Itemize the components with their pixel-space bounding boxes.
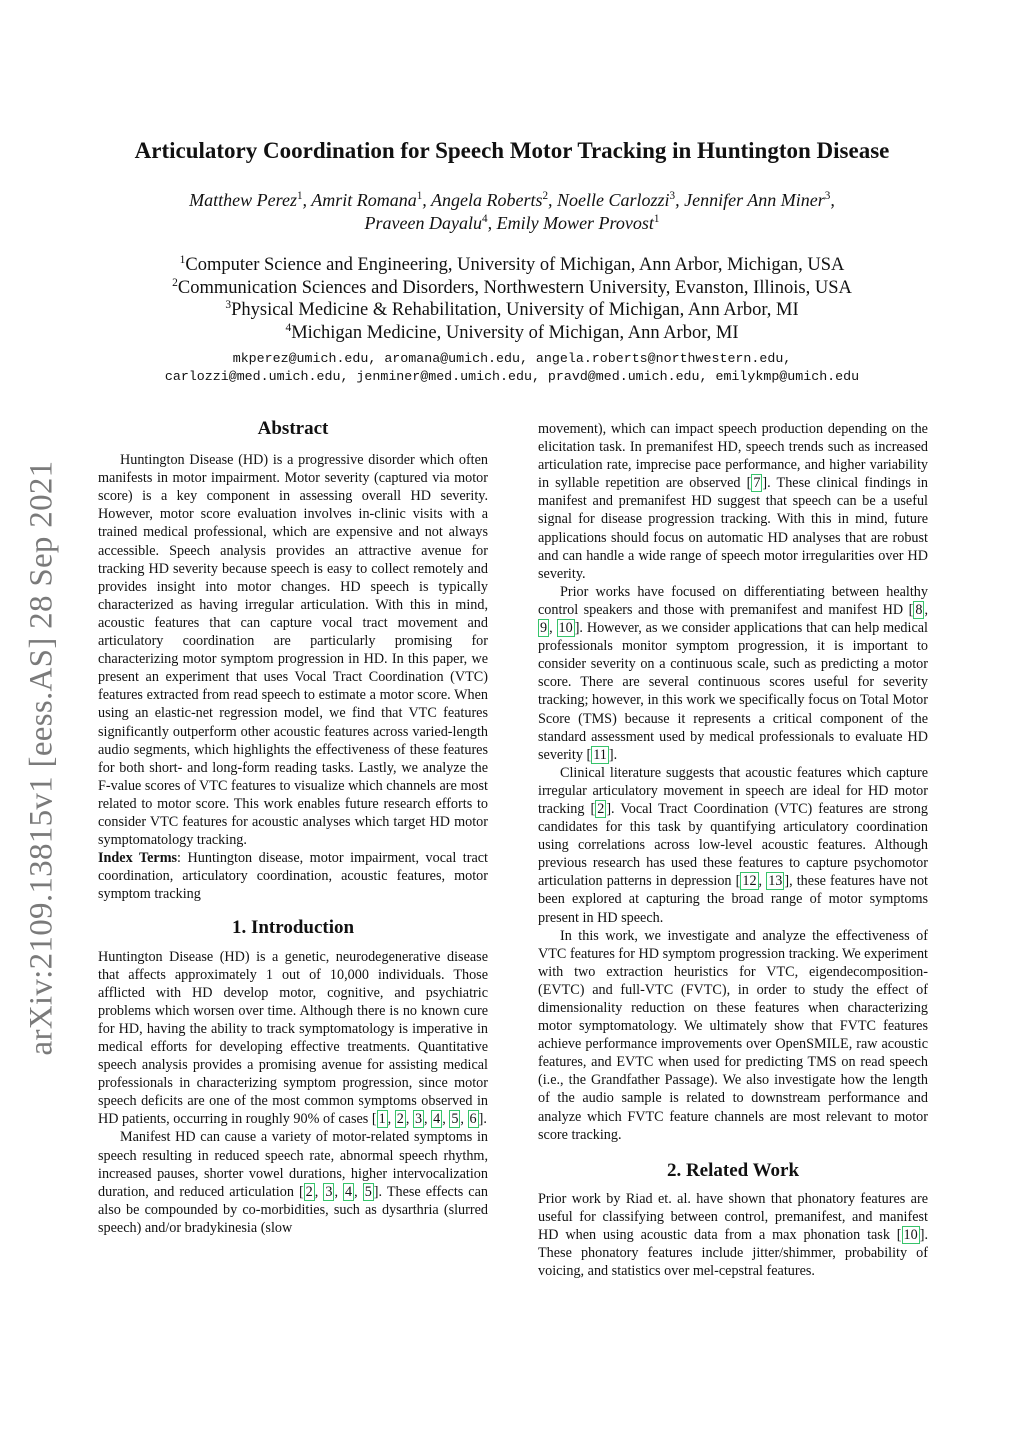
paragraph-text: movement), which can impact speech production depending on the elicitation task. In premanifest HD, speech trends such as increased articulation rate, imprecise pace performance, and higher variability in syllable repetition are observed [ — [538, 421, 928, 492]
paragraph-text: ]. Vocal Tract Coordination (VTC) features are strong candidates for this task by quantifying articulatory coordination using correlations across low-level acoustic features. Although previous research has used these features to capture psychomotor articulation patterns in depression [ — [538, 800, 928, 890]
citation-link[interactable]: 12 — [742, 873, 757, 890]
abstract-body: Huntington Disease (HD) is a progressive disorder which often manifests in motor impairment. Motor severity (captured via motor score) is a key component in assessing overall HD severity. However, motor score evaluation involves in-clinic visits with a trained medical professional, which are expensive and not always accessible. Speech analysis provides an attractive avenue for tracking HD severity because speech is easy to collect remotely and provides insight into motor changes. HD speech is typically characterized as having irregular articulation. With this in mind, acoustic features that can capture vocal tract movement and articulatory coordination are particularly promising for characterizing motor symptom progression in HD. In this paper, we present an experiment that uses Vocal Tract Coordination (VTC) features extracted from read speech to estimate a motor score. When using an elastic-net regression model, we find that VTC features significantly outperform other acoustic features across varied-length audio segments, which highlights the effectiveness of these features for both short- and long-form reading tasks. Lastly, we analyze the F-value scores of VTC features to visualize which channels are most related to motor score. This work enables future research efforts to consider VTC features for acoustic analyses which target HD motor symptomatology tracking. — [98, 452, 488, 849]
affiliation-sup: 2 — [172, 276, 178, 289]
index-terms-text: : Huntington disease, motor impairment, vocal tract coordination, articulatory coordination, acoustic features, motor symptom tracking — [98, 850, 488, 903]
citation-link[interactable]: 11 — [593, 746, 607, 763]
author: , Emily Mower Provost — [487, 213, 654, 233]
abstract-heading: Abstract — [257, 418, 329, 439]
affiliation-text: Physical Medicine & Rehabilitation, University of Michigan, Ann Arbor, MI — [231, 300, 799, 320]
email-line: carlozzi@med.umich.edu, jenminer@med.umich.edu, pravd@med.umich.edu, emilykmp@umich.edu — [164, 369, 860, 384]
index-terms-label: Index Terms — [98, 850, 178, 867]
paragraph-text: ]. These phonatory features include jitter/shimmer, probability of voicing, and statistics over mel-cepstral features. — [538, 1227, 928, 1280]
author-affil-sup: 3 — [669, 190, 676, 202]
affiliation-text: Michigan Medicine, University of Michigan, Ann Arbor, MI — [291, 322, 739, 343]
arxiv-identifier — [12, 438, 72, 1078]
citation-link[interactable]: 7 — [753, 475, 761, 492]
introduction-heading: 1. Introduction — [231, 917, 355, 939]
citation-link[interactable]: 1 — [378, 1111, 386, 1128]
author-affil-sup: 3 — [824, 190, 831, 202]
author: , Angela Roberts — [422, 190, 543, 210]
paragraph-text: Clinical literature suggests that acoustic features which capture irregular articulatory movement in speech are ideal for HD motor tracking [ — [538, 764, 928, 817]
affiliation — [60, 322, 964, 345]
affiliation — [60, 254, 964, 277]
paragraph-text: ]. These effects can also be compounded by co-morbidities, such as dysarthria (slurred speech) and/or bradykinesia (slow — [98, 1183, 488, 1236]
intro-paragraph: Clinical literature suggests that acoustic features which capture irregular articulatory movement in speech are ideal for HD motor tracking [ 2 ]. Vocal Tract Coordination (VTC) features are strong candidates for this task by quantifying articulatory coordination using correlations across low-level acoustic features. Although previous research has used these features to capture psychomotor articulation patterns in depression [ 12 , 13 ], these features have not been explored at capturing the broad range of motor symptoms present in HD speech. — [538, 764, 928, 926]
author: , Noelle Carlozzi — [548, 190, 670, 210]
citation-link[interactable]: 9 — [540, 620, 548, 637]
citation-link[interactable]: 5 — [364, 1183, 372, 1200]
left-column — [98, 414, 488, 1237]
affiliation-sup: 1 — [179, 253, 186, 266]
paragraph-text: ]. — [478, 1111, 487, 1128]
affiliation — [60, 299, 964, 322]
citation-link[interactable]: 10 — [903, 1227, 918, 1244]
arxiv-id-text: arXiv:2109.13815v1 [eess.AS] 28 Sep 2021 — [23, 460, 60, 1056]
paragraph-text: Prior works have focused on differentiating between healthy control speakers and those with premanifest and manifest HD [ — [538, 583, 928, 618]
paragraph-text: Manifest HD can cause a variety of motor-related symptoms in speech resulting in reduced speech rate, abnormal speech rhythm, increased pauses, shorter vowel durations, higher intervocalization duration, and reduced articulation [ — [98, 1129, 488, 1200]
paper-title: Articulatory Coordination for Speech Motor Tracking in Huntington Disease — [134, 138, 890, 163]
citation-link[interactable]: 3 — [414, 1111, 423, 1128]
author: , Jennifer Ann Miner — [675, 190, 825, 210]
right-column — [538, 420, 928, 1280]
affiliation-text: Communication Sciences and Disorders, Northwestern University, Evanston, Illinois, USA — [177, 277, 852, 298]
citation-link[interactable]: 6 — [469, 1111, 477, 1128]
author-affil-sup: 1 — [653, 213, 660, 225]
author-list — [100, 189, 924, 235]
citation-link[interactable]: 8 — [915, 601, 923, 618]
author-affil-sup: 1 — [416, 190, 423, 202]
citation-link[interactable]: 5 — [451, 1111, 459, 1128]
citation-link[interactable]: 3 — [325, 1183, 333, 1200]
related-work-paragraph — [538, 1190, 928, 1280]
citation-link[interactable]: 4 — [345, 1183, 353, 1200]
affiliation-text: Computer Science and Engineering, University of Michigan, Ann Arbor, Michigan, USA — [185, 255, 845, 275]
citation-link[interactable]: 13 — [768, 873, 783, 890]
email-list — [60, 350, 964, 386]
paragraph-text: ], these features have not been explored at capturing the broad range of motor symptoms present in HD speech. — [538, 873, 928, 926]
affiliation-sup: 3 — [225, 298, 232, 311]
author-affil-sup: 1 — [296, 190, 303, 202]
citation-link[interactable]: 10 — [558, 620, 573, 637]
author-separator: , — [830, 190, 835, 210]
paragraph-text: ]. — [608, 746, 618, 763]
affiliation-list — [60, 254, 964, 344]
author: Praveen Dayalu — [364, 213, 482, 233]
paragraph-text: ]. However, as we consider applications that can help medical professionals monitor symptom progression, it is important to consider severity on a continuous scale, such as predicting a motor score. There are several continuous scores useful for severity tracking; however, in this work we specifically focus on Total Motor Score (TMS) because it represents a critical component of the standard assessment used by medical professionals to evaluate HD severity [ — [538, 620, 928, 763]
affiliation — [60, 277, 964, 300]
citation-link[interactable]: 2 — [597, 800, 605, 817]
intro-paragraph: In this work, we investigate and analyze the effectiveness of VTC features for HD symptom progression tracking. We experiment with two extraction heuristics for VTC, eigendecomposition- (EVTC) and full-VTC (FVTC), in order to study the effect of dimensionality reduction on these features when characterizing motor symptomatology. We ultimately show that FVTC features achieve performance improvements over OpenSMILE, raw acoustic features, and EVTC when used for predicting TMS on read speech (i.e., the Grandfather Passage). We also investigate how the length of the audio sample is related to downstream performance and analyze which FVTC feature channels are most relevant to motor score tracking. — [538, 927, 928, 1143]
index-terms — [98, 849, 488, 903]
paragraph-text: Huntington Disease (HD) is a genetic, neurodegenerative disease that affects approximately 1 out of 10,000 individuals. Those afflicted with HD develop motor, cognitive, and psychiatric problems which worsen over time. Although there is no known cure for HD, having the ability to track symptomatology is imperative in medical efforts for developing effective treatments. Quantitative speech analysis provides a promising avenue for assisting medical professionals in characterizing symptom progression, since motor speech deficits are one of the most common symptoms observed in HD patients, occurring in roughly 90% of cases [ — [98, 948, 488, 1128]
intro-paragraph: Manifest HD can cause a variety of motor-related symptoms in speech resulting in reduced speech rate, abnormal speech rhythm, increased pauses, shorter vowel durations, higher intervocalization duration, and reduced articulation [ 2 , 3 , 4 , 5 ]. These effects can also be compounded by co-morbidities, such as dysarthria (slurred speech) and/or bradykinesia (slow — [98, 1129, 488, 1236]
email-line: mkperez@umich.edu, aromana@umich.edu, angela.roberts@northwestern.edu, — [232, 351, 792, 366]
affiliation-sup: 4 — [285, 321, 292, 334]
related-work-heading: 2. Related Work — [666, 1159, 800, 1181]
citation-link[interactable]: 2 — [305, 1183, 313, 1200]
author: , Amrit Romana — [302, 190, 417, 210]
author-affil-sup: 2 — [542, 190, 549, 202]
intro-paragraph: Huntington Disease (HD) is a genetic, neurodegenerative disease that affects approximately 1 out of 10,000 individuals. Those afflicted with HD develop motor, cognitive, and psychiatric problems which worsen over time. Although there is no known cure for HD, having the ability to track symptomatology is imperative in medical efforts for developing effective treatments. Quantitative speech analysis provides a promising avenue for assisting medical professionals in characterizing symptom progression, since motor speech deficits are one of the most common symptoms observed in HD patients, occurring in roughly 90% of cases [ 1 , 2 , 3 , 4 , 5 , 6 ]. — [98, 948, 488, 1128]
paragraph-text: ]. These clinical findings in manifest and premanifest HD suggest that speech can be a useful signal for disease progression tracking. With this in mind, future applications should focus on automatic HD analyses that are robust and can handle a wide range of speech motor irregularities over HD severity. — [538, 475, 928, 582]
paragraph-text: Prior work by Riad et. al. have shown that phonatory features are useful for classifying between control, premanifest, and manifest HD when using acoustic data from a max phonation task [ — [538, 1190, 928, 1244]
author-affil-sup: 4 — [482, 213, 488, 225]
intro-paragraph — [538, 420, 928, 583]
intro-paragraph: Prior works have focused on differentiating between healthy control speakers and those with premanifest and manifest HD [ 8 , 9 , 10 ]. However, as we consider applications that can help medical professionals monitor symptom progression, it is important to consider severity on a continuous scale, such as predicting a motor score. There are several continuous scores useful for severity tracking; however, in this work we specifically focus on Total Motor Score (TMS) because it represents a critical component of the standard assessment used by medical professionals to evaluate HD severity [ 11 ]. — [538, 583, 928, 763]
citation-link[interactable]: 2 — [396, 1111, 404, 1128]
author: Matthew Perez — [189, 190, 297, 210]
citation-link[interactable]: 4 — [433, 1111, 441, 1128]
